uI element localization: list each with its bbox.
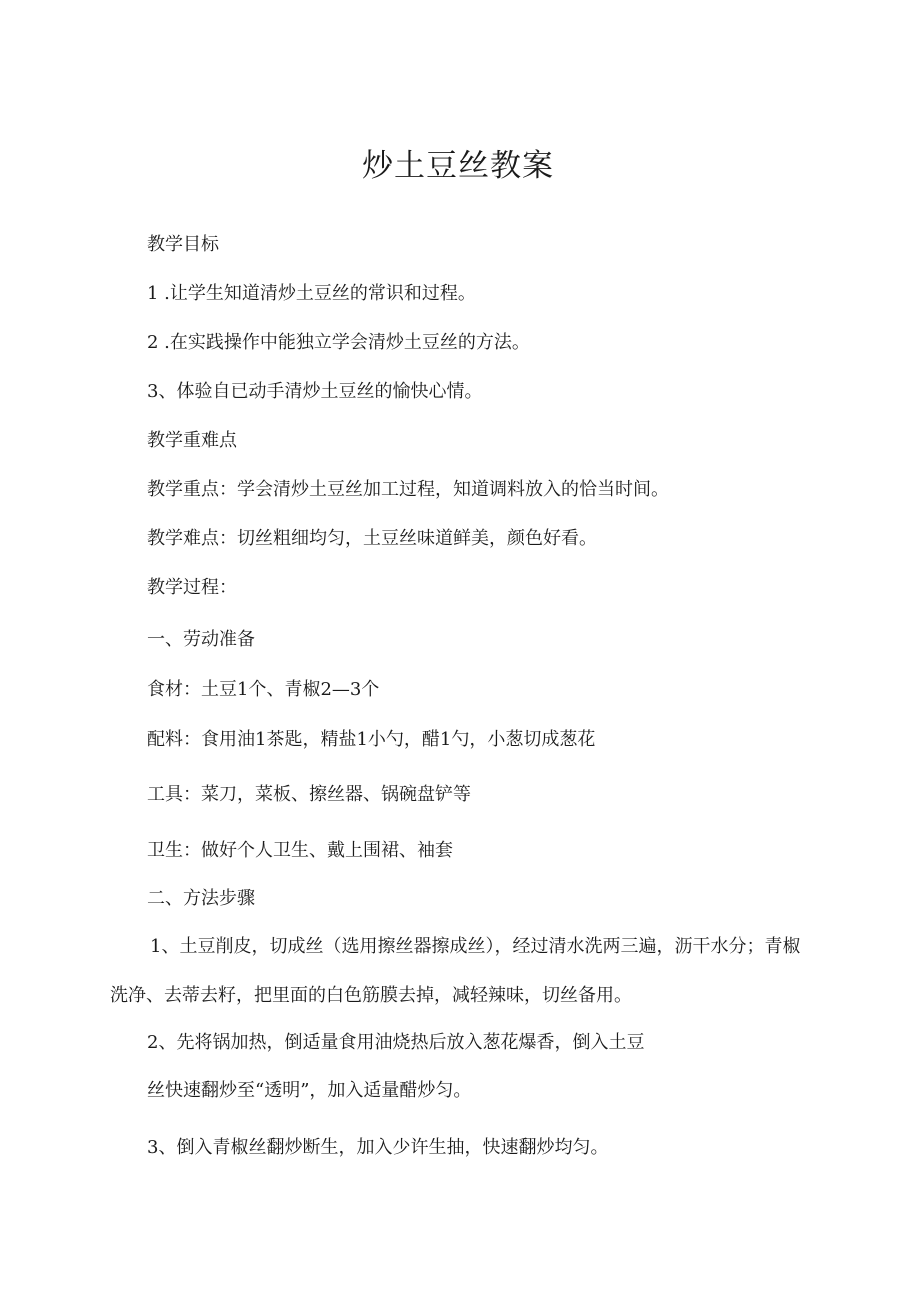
ingredients-line: 食材：土豆1个、青椒2—3个	[147, 679, 380, 700]
step-3-line: 3、倒入青椒丝翻炒断生，加入少许生抽，快速翻炒均匀。	[147, 1137, 609, 1158]
seasonings-line: 配料：食用油1茶匙，精盐1小勺，醋1勺，小葱切成葱花	[147, 729, 596, 750]
hygiene-line: 卫生：做好个人卫生、戴上围裙、袖套	[147, 840, 453, 861]
step-1-paragraph: 1、土豆削皮，切成丝（选用擦丝器擦成丝），经过清水洗两三遍，沥干水分；青椒洗净、去蒂去籽，把里面的白色筋膜去掉，减轻辣味，切丝备用。	[110, 936, 801, 1006]
goal-item-1: 1 .让学生知道清炒土豆丝的常识和过程。	[147, 283, 476, 304]
difficult-point: 教学难点：切丝粗细均匀，土豆丝味道鲜美，颜色好看。	[147, 528, 597, 549]
section-method-steps: 二、方法步骤	[147, 888, 255, 909]
key-point: 教学重点：学会清炒土豆丝加工过程，知道调料放入的恰当时间。	[147, 479, 669, 500]
step-2-line-1: 2、先将锅加热，倒适量食用油烧热后放入葱花爆香，倒入土豆	[147, 1032, 645, 1053]
section-labor-preparation: 一、劳动准备	[147, 629, 255, 650]
goal-item-2: 2 .在实践操作中能独立学会清炒土豆丝的方法。	[147, 332, 530, 353]
heading-teaching-process: 教学过程：	[147, 577, 237, 598]
tools-line: 工具：菜刀，菜板、擦丝器、锅碗盘铲等	[147, 784, 471, 805]
goal-item-3: 3、体验自已动手清炒土豆丝的愉快心情。	[147, 381, 483, 402]
heading-teaching-goals: 教学目标	[147, 234, 219, 255]
heading-key-difficult-points: 教学重难点	[147, 430, 237, 451]
document-title: 炒土豆丝教案	[362, 148, 554, 184]
step-2-line-2: 丝快速翻炒至“透明”，加入适量醋炒匀。	[147, 1080, 472, 1101]
